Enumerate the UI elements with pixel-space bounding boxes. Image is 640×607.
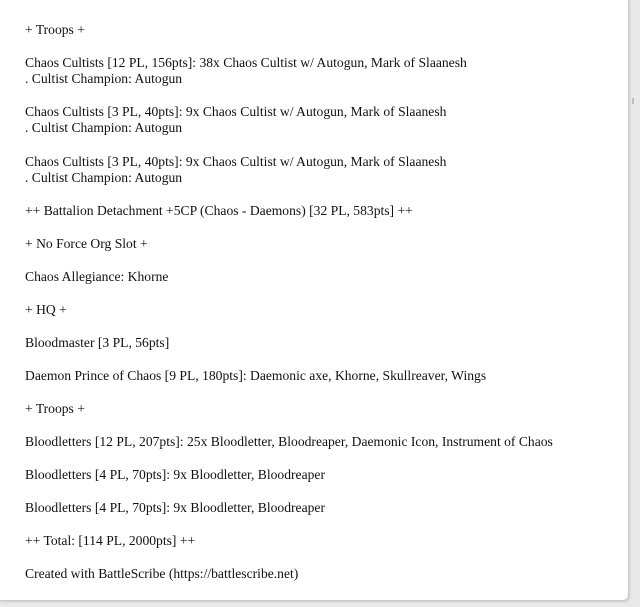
unit-entry: Daemon Prince of Chaos [9 PL, 180pts]: Daemonic axe, Khorne, Skullreaver, Wings: [25, 368, 487, 383]
scrollbar-thumb[interactable]: [632, 98, 634, 104]
credit-line: Created with BattleScribe (https://battlescribe.net): [25, 566, 299, 581]
unit-entry: Bloodletters [12 PL, 207pts]: 25x Bloodletter, Bloodreaper, Daemonic Icon, Instrument of Chaos: [25, 434, 553, 449]
section-heading-hq: + HQ +: [25, 302, 67, 317]
unit-entry: Bloodmaster [3 PL, 56pts]: [25, 335, 170, 350]
detachment-heading: ++ Battalion Detachment +5CP (Chaos - Daemons) [32 PL, 583pts] ++: [25, 203, 413, 218]
unit-entry: Chaos Cultists [3 PL, 40pts]: 9x Chaos Cultist w/ Autogun, Mark of Slaanesh: [25, 104, 447, 119]
unit-entry: Chaos Cultists [3 PL, 40pts]: 9x Chaos Cultist w/ Autogun, Mark of Slaanesh: [25, 154, 447, 169]
unit-subentry: . Cultist Champion: Autogun: [25, 71, 183, 86]
section-heading-troops: + Troops +: [25, 22, 85, 37]
unit-subentry: . Cultist Champion: Autogun: [25, 120, 183, 135]
unit-entry: Bloodletters [4 PL, 70pts]: 9x Bloodletter, Bloodreaper: [25, 500, 325, 515]
unit-subentry: . Cultist Champion: Autogun: [25, 170, 183, 185]
unit-entry: Bloodletters [4 PL, 70pts]: 9x Bloodletter, Bloodreaper: [25, 467, 325, 482]
section-heading-no-force-org: + No Force Org Slot +: [25, 236, 148, 251]
unit-entry: Chaos Cultists [12 PL, 156pts]: 38x Chaos Cultist w/ Autogun, Mark of Slaanesh: [25, 55, 467, 70]
section-heading-troops: + Troops +: [25, 401, 85, 416]
total-line: ++ Total: [114 PL, 2000pts] ++: [25, 533, 196, 548]
allegiance-entry: Chaos Allegiance: Khorne: [25, 269, 169, 284]
